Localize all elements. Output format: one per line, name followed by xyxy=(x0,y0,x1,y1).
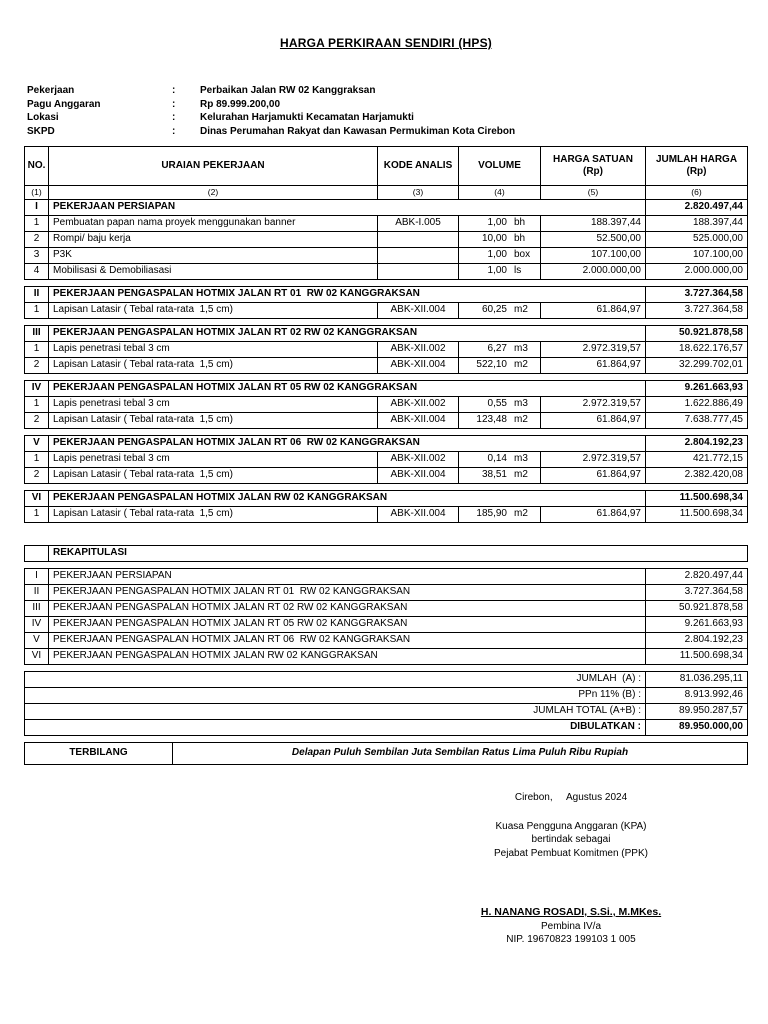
volume-value: 1,00 xyxy=(487,249,507,261)
rekap-uraian: PEKERJAAN PENGASPALAN HOTMIX JALAN RT 01 RW 02 KANGGRAKSAN xyxy=(49,585,646,600)
terbilang-block xyxy=(24,742,748,765)
row-no: 1 xyxy=(25,342,49,357)
volume-value: 1,00 xyxy=(487,217,507,229)
signature-block xyxy=(416,791,726,947)
col-header-volume: VOLUME xyxy=(459,147,541,185)
row-uraian: Pembuatan papan nama proyek menggunakan banner xyxy=(49,216,378,231)
row-volume xyxy=(459,397,541,412)
col-header-no: NO. xyxy=(25,147,49,185)
section-no: I xyxy=(25,200,49,215)
section-header-row xyxy=(25,491,747,506)
row-uraian: Lapis penetrasi tebal 3 cm xyxy=(49,452,378,467)
info-value: Dinas Perumahan Rakyat dan Kawasan Permukiman Kota Cirebon xyxy=(200,125,516,137)
row-volume xyxy=(459,232,541,247)
rekap-uraian: PEKERJAAN PENGASPALAN HOTMIX JALAN RT 02 RW 02 KANGGRAKSAN xyxy=(49,601,646,616)
signature-nip: NIP. 19670823 199103 1 005 xyxy=(506,934,636,945)
total-label: PPn 11% (B) : xyxy=(25,688,646,703)
table-row xyxy=(25,231,747,247)
table-row xyxy=(25,451,747,467)
section-title: PEKERJAAN PENGASPALAN HOTMIX JALAN RT 01 RW 02 KANGGRAKSAN xyxy=(49,287,646,302)
info-separator: : xyxy=(172,98,176,110)
volume-value: 38,51 xyxy=(481,469,507,481)
col-header-jumlah-harga: JUMLAH HARGA (Rp) xyxy=(655,153,738,177)
volume-unit: box xyxy=(514,249,531,261)
volume-unit: m2 xyxy=(514,414,528,426)
col-header-uraian: URAIAN PEKERJAAN xyxy=(49,147,378,185)
rekap-table xyxy=(24,545,748,765)
section-no: III xyxy=(25,326,49,341)
row-jumlah-harga: 421.772,15 xyxy=(692,453,743,465)
row-uraian: Mobilisasi & Demobiliasasi xyxy=(49,264,378,279)
info-label: Lokasi xyxy=(27,112,59,123)
volume-value: 522,10 xyxy=(476,359,507,371)
rekap-no: IV xyxy=(25,617,49,632)
row-harga-satuan: 2.972.319,57 xyxy=(541,397,646,412)
rekap-uraian: PEKERJAAN PERSIAPAN xyxy=(49,569,646,584)
info-value: Kelurahan Harjamukti Kecamatan Harjamukti xyxy=(200,112,414,123)
total-label: DIBULATKAN : xyxy=(25,720,646,735)
rekap-row xyxy=(25,600,747,616)
section-header-row xyxy=(25,326,747,341)
row-no: 1 xyxy=(25,507,49,522)
row-jumlah-harga: 2.000.000,00 xyxy=(684,265,743,277)
rekap-title: REKAPITULASI xyxy=(53,547,127,559)
col-number-2: (2) xyxy=(49,186,378,199)
volume-unit: m2 xyxy=(514,469,528,481)
rekap-jumlah: 9.261.663,93 xyxy=(684,618,743,630)
row-no: 3 xyxy=(25,248,49,263)
info-separator: : xyxy=(172,125,176,137)
row-volume xyxy=(459,358,541,373)
row-volume xyxy=(459,452,541,467)
row-uraian: Lapisan Latasir ( Tebal rata-rata 1,5 cm) xyxy=(49,413,378,428)
info-separator: : xyxy=(172,85,176,96)
row-jumlah-harga: 107.100,00 xyxy=(692,249,743,261)
section-no: II xyxy=(25,287,49,302)
volume-value: 6,27 xyxy=(487,343,507,355)
col-header-harga-satuan: HARGA SATUAN (Rp) xyxy=(541,147,646,185)
column-number-row xyxy=(25,185,747,199)
info-label: Pekerjaan xyxy=(27,85,75,96)
row-harga-satuan: 61.864,97 xyxy=(541,507,646,522)
row-uraian: Rompi/ baju kerja xyxy=(49,232,378,247)
table-row xyxy=(25,247,747,263)
signature-place-date: Cirebon, Agustus 2024 xyxy=(514,792,628,803)
main-table-body xyxy=(24,199,748,523)
row-kode-analis: ABK-XII.004 xyxy=(378,413,459,428)
row-no: 4 xyxy=(25,264,49,279)
row-volume xyxy=(459,342,541,357)
rekap-jumlah: 3.727.364,58 xyxy=(684,586,743,598)
section-title: PEKERJAAN PENGASPALAN HOTMIX JALAN RW 02 KANGGRAKSAN xyxy=(49,491,646,506)
row-harga-satuan: 61.864,97 xyxy=(541,303,646,318)
rekap-no-header-cell xyxy=(25,546,49,561)
rekap-row xyxy=(25,616,747,632)
row-volume xyxy=(459,248,541,263)
rekap-totals xyxy=(24,671,748,736)
row-kode-analis: ABK-XII.004 xyxy=(378,507,459,522)
row-harga-satuan: 107.100,00 xyxy=(541,248,646,263)
rekap-no: VI xyxy=(25,649,49,664)
row-no: 1 xyxy=(25,452,49,467)
row-no: 2 xyxy=(25,468,49,483)
section-total: 2.804.192,23 xyxy=(684,437,743,449)
row-jumlah-harga: 32.299.702,01 xyxy=(679,359,743,371)
row-no: 2 xyxy=(25,358,49,373)
col-number-1: (1) xyxy=(25,186,49,199)
main-table-section xyxy=(24,490,748,523)
main-table-header xyxy=(24,146,748,200)
section-total: 9.261.663,93 xyxy=(684,382,743,394)
rekap-row xyxy=(25,632,747,648)
rekap-no: V xyxy=(25,633,49,648)
rekap-row xyxy=(25,569,747,584)
info-label: Pagu Anggaran xyxy=(27,98,101,110)
info-row-pekerjaan xyxy=(24,84,748,98)
row-volume xyxy=(459,468,541,483)
section-header-row xyxy=(25,200,747,215)
row-jumlah-harga: 3.727.364,58 xyxy=(684,304,743,316)
row-no: 2 xyxy=(25,413,49,428)
row-kode-analis: ABK-XII.002 xyxy=(378,452,459,467)
section-title: PEKERJAAN PERSIAPAN xyxy=(49,200,646,215)
table-row xyxy=(25,467,747,483)
row-no: 1 xyxy=(25,216,49,231)
section-total: 50.921.878,58 xyxy=(679,327,743,339)
row-kode-analis xyxy=(378,232,459,247)
total-row xyxy=(25,672,747,687)
terbilang-row xyxy=(25,743,747,764)
volume-value: 0,14 xyxy=(487,453,507,465)
table-row xyxy=(25,396,747,412)
main-table-section xyxy=(24,199,748,280)
info-value: Rp 89.999.200,00 xyxy=(200,98,281,110)
table-row xyxy=(25,506,747,522)
main-table-section xyxy=(24,286,748,319)
rekap-title-row xyxy=(25,546,747,561)
row-kode-analis: ABK-XII.004 xyxy=(378,303,459,318)
total-label: JUMLAH TOTAL (A+B) : xyxy=(25,704,646,719)
total-value: 8.913.992,46 xyxy=(684,689,743,701)
row-no: 1 xyxy=(25,303,49,318)
row-jumlah-harga: 2.382.420,08 xyxy=(684,469,743,481)
rekap-jumlah: 2.804.192,23 xyxy=(684,634,743,646)
row-no: 2 xyxy=(25,232,49,247)
row-harga-satuan: 188.397,44 xyxy=(541,216,646,231)
info-value: Perbaikan Jalan RW 02 Kanggraksan xyxy=(200,85,376,96)
row-harga-satuan: 61.864,97 xyxy=(541,468,646,483)
info-row-pagu-anggaran xyxy=(24,98,748,112)
section-title: PEKERJAAN PENGASPALAN HOTMIX JALAN RT 06 RW 02 KANGGRAKSAN xyxy=(49,436,646,451)
rekap-rows xyxy=(24,568,748,665)
row-volume xyxy=(459,216,541,231)
row-kode-analis: ABK-XII.002 xyxy=(378,397,459,412)
row-harga-satuan: 2.972.319,57 xyxy=(541,452,646,467)
row-volume xyxy=(459,507,541,522)
row-uraian: Lapisan Latasir ( Tebal rata-rata 1,5 cm) xyxy=(49,468,378,483)
table-row xyxy=(25,357,747,373)
section-no: V xyxy=(25,436,49,451)
table-row xyxy=(25,263,747,279)
row-volume xyxy=(459,303,541,318)
section-title: PEKERJAAN PENGASPALAN HOTMIX JALAN RT 02 RW 02 KANGGRAKSAN xyxy=(49,326,646,341)
volume-unit: m2 xyxy=(514,304,528,316)
volume-value: 10,00 xyxy=(481,233,507,245)
volume-value: 123,48 xyxy=(476,414,507,426)
section-no: VI xyxy=(25,491,49,506)
volume-unit: m2 xyxy=(514,359,528,371)
total-value: 89.950.287,57 xyxy=(679,705,743,717)
row-volume xyxy=(459,264,541,279)
col-number-4: (4) xyxy=(459,186,541,199)
volume-unit: m3 xyxy=(514,343,528,355)
section-title: PEKERJAAN PENGASPALAN HOTMIX JALAN RT 05 RW 02 KANGGRAKSAN xyxy=(49,381,646,396)
rekap-uraian: PEKERJAAN PENGASPALAN HOTMIX JALAN RT 05 RW 02 KANGGRAKSAN xyxy=(49,617,646,632)
rekap-row xyxy=(25,648,747,664)
volume-unit: m3 xyxy=(514,398,528,410)
section-header-row xyxy=(25,287,747,302)
row-harga-satuan: 52.500,00 xyxy=(541,232,646,247)
main-table-section xyxy=(24,380,748,429)
row-harga-satuan: 2.972.319,57 xyxy=(541,342,646,357)
section-total: 2.820.497,44 xyxy=(684,201,743,213)
row-uraian: Lapisan Latasir ( Tebal rata-rata 1,5 cm) xyxy=(49,507,378,522)
signature-rank: Pembina IV/a xyxy=(540,920,602,932)
volume-unit: bh xyxy=(514,233,526,245)
col-header-kode-analis: KODE ANALIS xyxy=(378,147,459,185)
row-jumlah-harga: 18.622.176,57 xyxy=(679,343,743,355)
section-header-row xyxy=(25,436,747,451)
total-row xyxy=(25,719,747,735)
row-no: 1 xyxy=(25,397,49,412)
info-row-skpd xyxy=(24,125,748,139)
row-kode-analis: ABK-XII.004 xyxy=(378,358,459,373)
rekap-uraian: PEKERJAAN PENGASPALAN HOTMIX JALAN RT 06 RW 02 KANGGRAKSAN xyxy=(49,633,646,648)
rekap-jumlah: 11.500.698,34 xyxy=(679,650,743,662)
row-kode-analis: ABK-XII.004 xyxy=(378,468,459,483)
signature-role-line-3: Pejabat Pembuat Komitmen (PPK) xyxy=(494,847,648,859)
info-label: SKPD xyxy=(27,125,55,137)
row-kode-analis: ABK-I.005 xyxy=(378,216,459,231)
row-jumlah-harga: 7.638.777,45 xyxy=(684,414,743,426)
rekap-no: II xyxy=(25,585,49,600)
table-row xyxy=(25,412,747,428)
table-row xyxy=(25,341,747,357)
rekap-no: III xyxy=(25,601,49,616)
info-separator: : xyxy=(172,112,176,123)
total-label: JUMLAH (A) : xyxy=(25,672,646,687)
col-number-6: (6) xyxy=(691,187,702,198)
header-row xyxy=(25,147,747,185)
table-row xyxy=(25,215,747,231)
volume-unit: m2 xyxy=(514,508,528,520)
section-header-row xyxy=(25,381,747,396)
volume-unit: ls xyxy=(514,265,522,277)
section-no: IV xyxy=(25,381,49,396)
signature-name: H. NANANG ROSADI, S.Si., M.MKes. xyxy=(480,906,662,918)
main-table xyxy=(24,146,748,523)
rekap-header xyxy=(24,545,748,562)
main-table-section xyxy=(24,325,748,374)
volume-unit: bh xyxy=(514,217,526,229)
volume-value: 185,90 xyxy=(476,508,507,520)
row-kode-analis xyxy=(378,248,459,263)
page-title: HARGA PERKIRAAN SENDIRI (HPS) xyxy=(279,36,493,50)
row-uraian: Lapisan Latasir ( Tebal rata-rata 1,5 cm) xyxy=(49,358,378,373)
rekap-uraian: PEKERJAAN PENGASPALAN HOTMIX JALAN RW 02 KANGGRAKSAN xyxy=(49,649,646,664)
row-kode-analis xyxy=(378,264,459,279)
main-table-section xyxy=(24,435,748,484)
col-number-5: (5) xyxy=(541,186,646,199)
volume-unit: m3 xyxy=(514,453,528,465)
section-total: 11.500.698,34 xyxy=(679,492,743,504)
row-jumlah-harga: 1.622.886,49 xyxy=(684,398,743,410)
terbilang-text: Delapan Puluh Sembilan Juta Sembilan Ratus Lima Puluh Ribu Rupiah xyxy=(291,747,629,759)
row-jumlah-harga: 11.500.698,34 xyxy=(679,508,743,520)
row-jumlah-harga: 188.397,44 xyxy=(692,217,743,229)
signature-role-line-1: Kuasa Pengguna Anggaran (KPA) xyxy=(495,820,647,832)
row-uraian: Lapisan Latasir ( Tebal rata-rata 1,5 cm) xyxy=(49,303,378,318)
rekap-no: I xyxy=(25,569,49,584)
row-uraian: P3K xyxy=(49,248,378,263)
row-harga-satuan: 2.000.000,00 xyxy=(541,264,646,279)
row-harga-satuan: 61.864,97 xyxy=(541,413,646,428)
row-kode-analis: ABK-XII.002 xyxy=(378,342,459,357)
volume-value: 60,25 xyxy=(481,304,507,316)
signature-role-line-2: bertindak sebagai xyxy=(531,834,611,845)
info-row-lokasi xyxy=(24,111,748,125)
volume-value: 1,00 xyxy=(487,265,507,277)
section-total: 3.727.364,58 xyxy=(684,288,743,300)
terbilang-label: TERBILANG xyxy=(25,743,173,764)
row-volume xyxy=(459,413,541,428)
volume-value: 0,55 xyxy=(487,398,507,410)
total-value: 81.036.295,11 xyxy=(679,673,743,685)
total-row xyxy=(25,703,747,719)
rekap-jumlah: 2.820.497,44 xyxy=(684,570,743,582)
info-block xyxy=(24,84,748,138)
total-value: 89.950.000,00 xyxy=(679,721,743,733)
row-jumlah-harga: 525.000,00 xyxy=(692,233,743,245)
row-harga-satuan: 61.864,97 xyxy=(541,358,646,373)
row-uraian: Lapis penetrasi tebal 3 cm xyxy=(49,342,378,357)
row-uraian: Lapis penetrasi tebal 3 cm xyxy=(49,397,378,412)
table-row xyxy=(25,302,747,318)
rekap-jumlah: 50.921.878,58 xyxy=(679,602,743,614)
col-number-3: (3) xyxy=(378,186,459,199)
total-row xyxy=(25,687,747,703)
rekap-row xyxy=(25,584,747,600)
